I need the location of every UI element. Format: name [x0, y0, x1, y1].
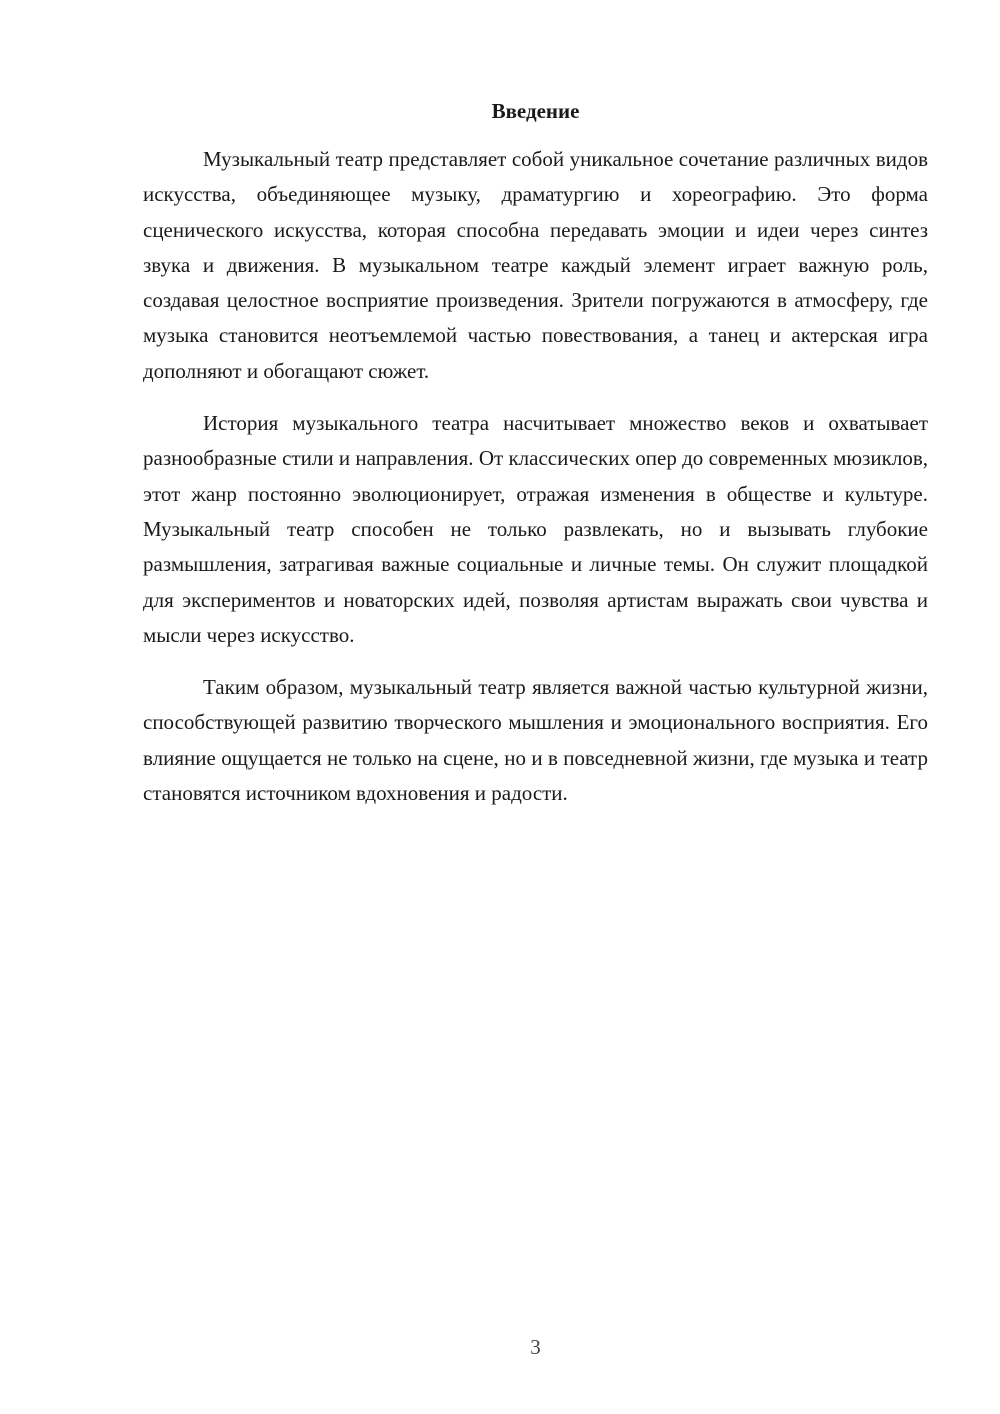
document-body — [143, 142, 928, 828]
paragraph-2: История музыкального театра насчитывает множество веков и охватывает разнообразные стили и направления. От классических опер до современных мюзиклов, этот жанр постоянно эволюционирует, отражая изменения в обществе и культуре. Музыкальный театр способен не только развлекать, но и вызывать глубокие размышления, затрагивая важные социальные и личные темы. Он служит площадкой для экспериментов и новаторских идей, позволяя артистам выражать свои чувства и мысли через искусство. — [143, 411, 928, 647]
paragraph-3: Таким образом, музыкальный театр является важной частью культурной жизни, способствующей развитию творческого мышления и эмоционального восприятия. Его влияние ощущается не только на сцене, но и в повседневной жизни, где музыка и театр становятся источником вдохновения и радости. — [143, 675, 928, 806]
page-number: 3 — [530, 1335, 541, 1359]
paragraph-1: Музыкальный театр представляет собой уникальное сочетание различных видов искусства, объединяющее музыку, драматургию и хореографию. Это форма сценического искусства, которая способна передавать эмоции и идеи через синтез звука и движения. В музыкальном театре каждый элемент играет важную роль, создавая целостное восприятие произведения. Зрители погружаются в атмосферу, где музыка становится неотъемлемой частью повествования, а танец и актерская игра дополняют и обогащают сюжет. — [143, 147, 928, 383]
page-title: Введение — [491, 99, 580, 123]
